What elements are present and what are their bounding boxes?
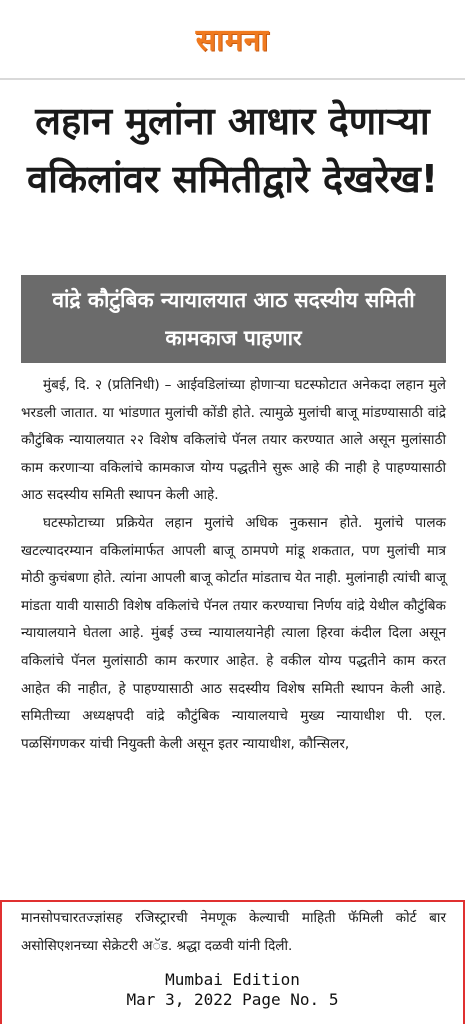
article-subheadline: वांद्रे कौटुंबिक न्यायालयात आठ सदस्यीय समिती कामकाज पाहणार — [21, 275, 446, 363]
edition-name: Mumbai Edition — [165, 970, 300, 989]
article-paragraph: मुंबई, दि. २ (प्रतिनिधी) – आईवडिलांच्या होणाऱ्या घटस्फोटात अनेकदा लहान मुले भरडली जातात. या भांडणात मुलांची कोंडी होते. त्यामुळे मुलांची बाजू मांडण्यासाठी वांद्रे कौटुंबिक न्यायालयात २२ विशेष वकिलांचे पॅनल तयार करण्यात आले असून मुलांसाठी काम करणाऱ्या वकिलांचे कामकाज योग्य पद्धतीने सुरू आहे की नाही हे पाहण्यासाठी आठ सदस्यीय समिती स्थापन केली आहे. — [21, 377, 446, 504]
article-paragraph: घटस्फोटाच्या प्रक्रियेत लहान मुलांचे अधिक नुकसान होते. मुलांचे पालक खटल्यादरम्यान वकिलांमार्फत आपली बाजू ठामपणे मांडू शकतात, पण मुलांची मात्र मोठी कुचंबणा होते. त्यांना आपली बाजू कोर्टात मांडताच येत नाही. मुलांनाही त्यांची बाजू मांडता यावी यासाठी विशेष वकिलांचे पॅनल तयार करण्याचा निर्णय वांद्रे येथील कौटुंबिक न्यायालयाने घेतला आहे. मुंबई उच्च न्यायालयानेही त्याला हिरवा कंदील दिला असून वकिलांचे पॅनल मुलांसाठी काम करणार आहेत. हे वकील योग्य पद्धतीने काम करत आहेत की नाहीत, हे पाहण्यासाठी आठ सदस्यीय विशेष समिती स्थापन केली आहे. समितीच्या अध्यक्षपदी वांद्रे कौटुंबिक न्यायालयाचे मुख्य न्यायाधीश पी. एल. पळसिंगणकर यांची नियुक्ती केली असून इतर न्यायाधीश, कौन्सिलर, — [21, 514, 446, 752]
highlighted-paragraph-end: मानसोपचारतज्ज्ञांसह रजिस्ट्रारची नेमणूक केल्याची माहिती फॅमिली कोर्ट बार असोसिएशनच्या सेक्रेटरी अॅड. श्रद्धा दळवी यांनी दिली. — [21, 910, 446, 954]
article-headline: लहान मुलांना आधार देणाऱ्या वकिलांवर समितीद्वारे देखरेख! — [26, 99, 439, 201]
article-body — [21, 372, 446, 758]
edition-info — [0, 970, 465, 1010]
newspaper-logo: सामना — [195, 23, 270, 58]
edition-date-page: Mar 3, 2022 Page No. 5 — [126, 990, 339, 1009]
masthead — [0, 0, 465, 80]
